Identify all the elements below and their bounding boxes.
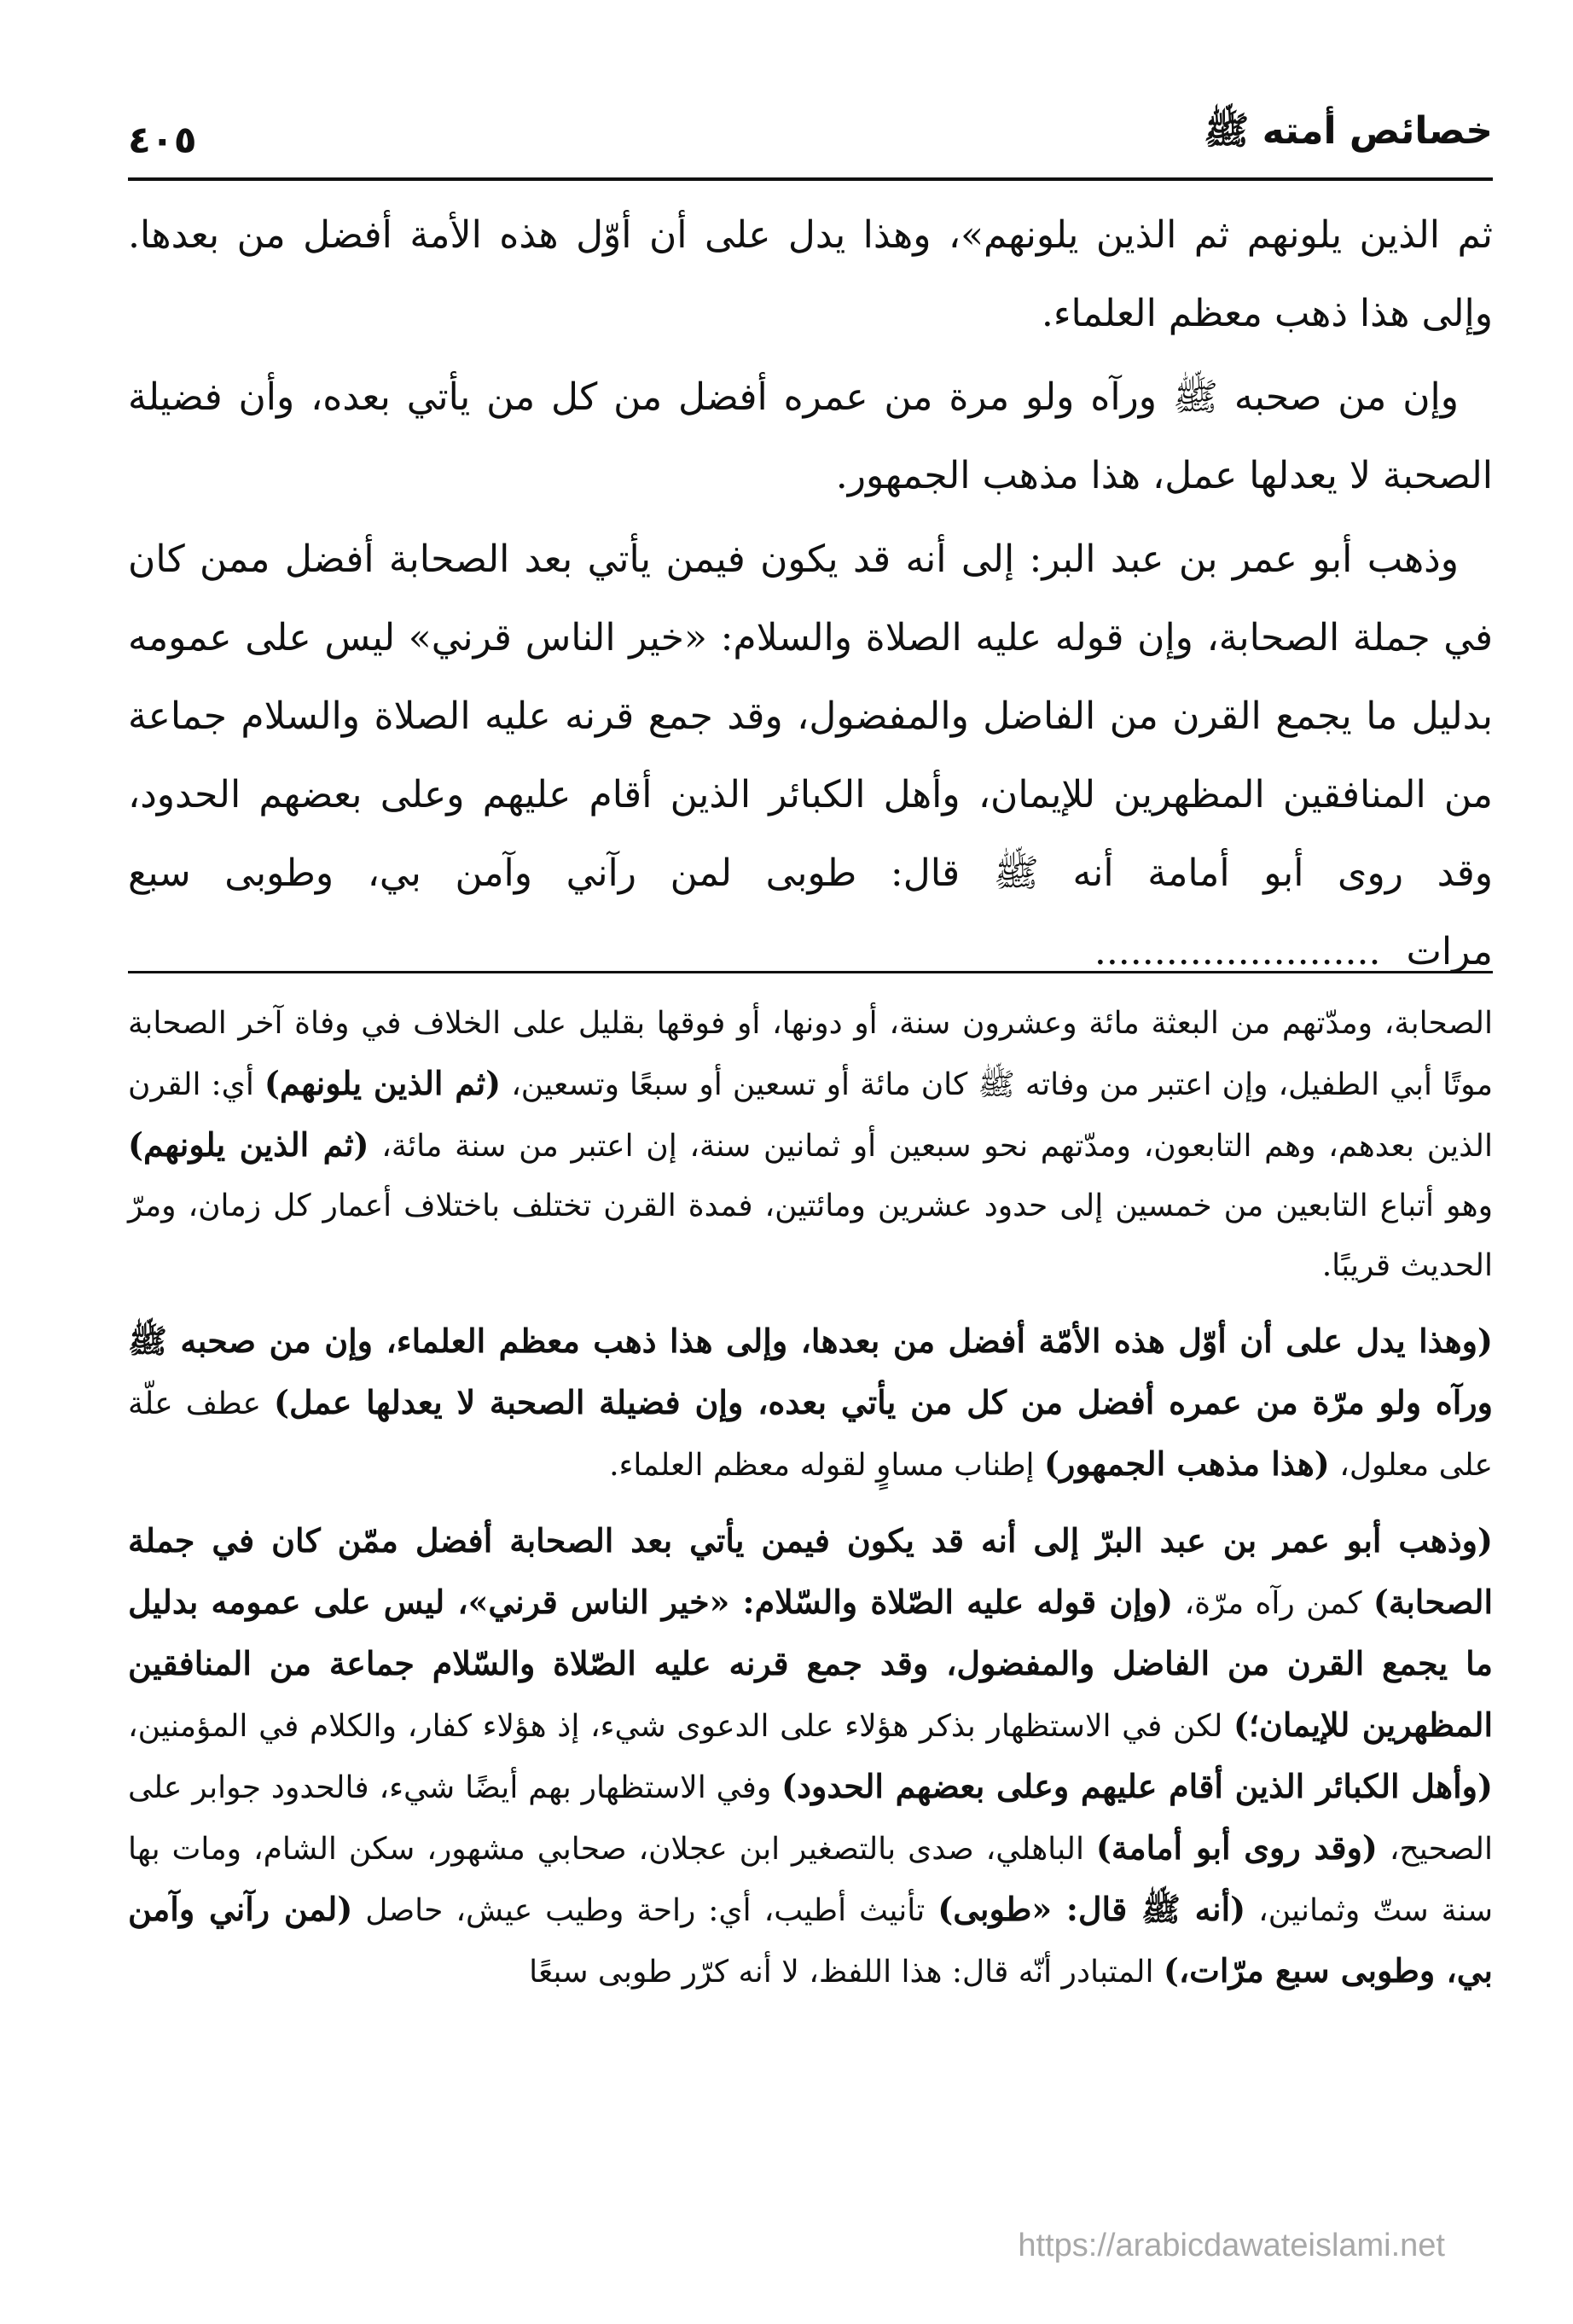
- commentary-paragraph-1: [128, 994, 1493, 1296]
- commentary-paragraph-3: [128, 1511, 1493, 2002]
- commentary-text-run: وهو أتباع التابعين من خمسين إلى حدود عشرين ومائتين، فمدة القرن تختلف باختلاف أعمار كل زمان، ومرّ الحديث قريبًا.: [128, 1188, 1493, 1283]
- commentary-divider: [128, 971, 1493, 973]
- main-paragraph-3: [128, 520, 1493, 991]
- source-watermark: https://arabicdawateislami.net: [1018, 2228, 1445, 2263]
- commentary-text-run: تأنيث أطيب، أي: راحة وطيب عيش، حاصل: [352, 1893, 938, 1928]
- quoted-matn: (وهذا يدل على أن أوّل هذه الأمّة أفضل من بعدها، وإلى هذا ذهب معظم العلماء، وإن من صحبه ﷺ ورآه ولو مرّة من عمره أفضل من كل من يأتي بعده، وإن فضيلة الصحبة لا يعدلها عمل): [128, 1322, 1494, 1421]
- quoted-matn: (أنه ﷺ قال: «طوبى): [937, 1890, 1246, 1928]
- commentary-paragraph-2: [128, 1311, 1493, 1496]
- quoted-matn: (ثم الذين يلونهم): [264, 1064, 502, 1102]
- quoted-matn: (وقد روى أبو أمامة): [1095, 1828, 1378, 1867]
- commentary-text-run: لكن في الاستظهار بذكر هؤلاء على الدعوى شيء، إذ هؤلاء كفار، والكلام في المؤمنين،: [128, 1709, 1233, 1744]
- commentary-text-run: وفي الاستظهار بهم أيضًا شيء، فالحدود جوابر على الصحيح،: [128, 1770, 1493, 1867]
- commentary-text-run: عطف علّة على معلول،: [128, 1386, 1493, 1483]
- quoted-matn: (وأهل الكبائر الذين أقام عليهم وعلى بعضهم الحدود): [781, 1767, 1493, 1805]
- chapter-title: خصائص أمته ﷺ: [1204, 109, 1493, 153]
- commentary-text-run: المتبادر أنّه قال: هذا اللفظ، لا أنه كرّر طوبى سبعًا: [529, 1955, 1164, 1990]
- quoted-matn: (ثم الذين يلونهم): [128, 1125, 369, 1164]
- main-paragraph-1: ثم الذين يلونهم ثم الذين يلونهم»، وهذا يدل على أن أوّل هذه الأمة أفضل من بعدها. وإلى هذا ذهب معظم العلماء.: [128, 213, 1493, 335]
- commentary-text-run: كمن رآه مرّة،: [1173, 1586, 1373, 1621]
- book-page: [128, 77, 1493, 2261]
- commentary-text-run: الباهلي، صدى بالتصغير ابن عجلان، صحابي مشهور، سكن الشام، ومات بها سنة ستّ وثمانين،: [128, 1832, 1494, 1928]
- continuation-dots: ........................: [1094, 930, 1381, 973]
- main-text: [128, 196, 1493, 996]
- commentary-text-run: أي: القرن الذين بعدهم، وهم التابعون، ومدّتهم نحو سبعين أو ثمانين سنة، إن اعتبر من سنة مائة،: [128, 1067, 1493, 1164]
- quoted-matn: (لمن رآني وآمن بي، وطوبى سبع مرّات،): [128, 1890, 1493, 1990]
- running-header: [128, 94, 1493, 162]
- header-divider: [128, 177, 1493, 181]
- page-number: ٤٠٥: [128, 119, 197, 162]
- quoted-matn: (هذا مذهب الجمهور): [1044, 1444, 1330, 1483]
- commentary-text-run: الصحابة، ومدّتهم من البعثة مائة وعشرون سنة، أو دونها، أو فوقها بقليل على الخلاف في وفاة آخر الصحابة موتًا أبي الطفيل، وإن اعتبر من وفاته ﷺ كان مائة أو تسعين أو سبعًا وتسعين،: [128, 1006, 1493, 1102]
- quoted-matn: (وإن قوله عليه الصّلاة والسّلام: «خير الناس قرني»، ليس على عمومه بدليل ما يجمع القرن من الفاضل والمفضول، وقد جمع قرنه عليه الصّلاة والسّلام جماعة من المنافقين المظهرين للإيمان؛): [128, 1583, 1493, 1744]
- main-paragraph-3-text: وذهب أبو عمر بن عبد البر: إلى أنه قد يكون فيمن يأتي بعد الصحابة أفضل ممن كان في جملة الصحابة، وإن قوله عليه الصلاة والسلام: «خير الناس قرني» ليس على عمومه بدليل ما يجمع القرن من الفاضل والمفضول، وقد جمع قرنه عليه الصلاة والسلام جماعة من المنافقين المظهرين للإيمان، وأهل الكبائر الذين أقام عليهم وعلى بعضهم الحدود، وقد روى أبو أمامة أنه ﷺ قال: طوبى لمن رآني وآمن بي، وطوبى سبع مرات: [128, 537, 1493, 973]
- main-paragraph-2: وإن من صحبه ﷺ ورآه ولو مرة من عمره أفضل من كل من يأتي بعده، وأن فضيلة الصحبة لا يعدلها عمل، هذا مذهب الجمهور.: [128, 375, 1493, 497]
- commentary-text-run: إطناب مساوٍ لقوله معظم العلماء.: [609, 1448, 1045, 1483]
- quoted-matn: (وذهب أبو عمر بن عبد البرّ إلى أنه قد يكون فيمن يأتي بعد الصحابة أفضل ممّن كان في جملة الصحابة): [128, 1521, 1493, 1621]
- commentary-text: [128, 994, 1493, 2018]
